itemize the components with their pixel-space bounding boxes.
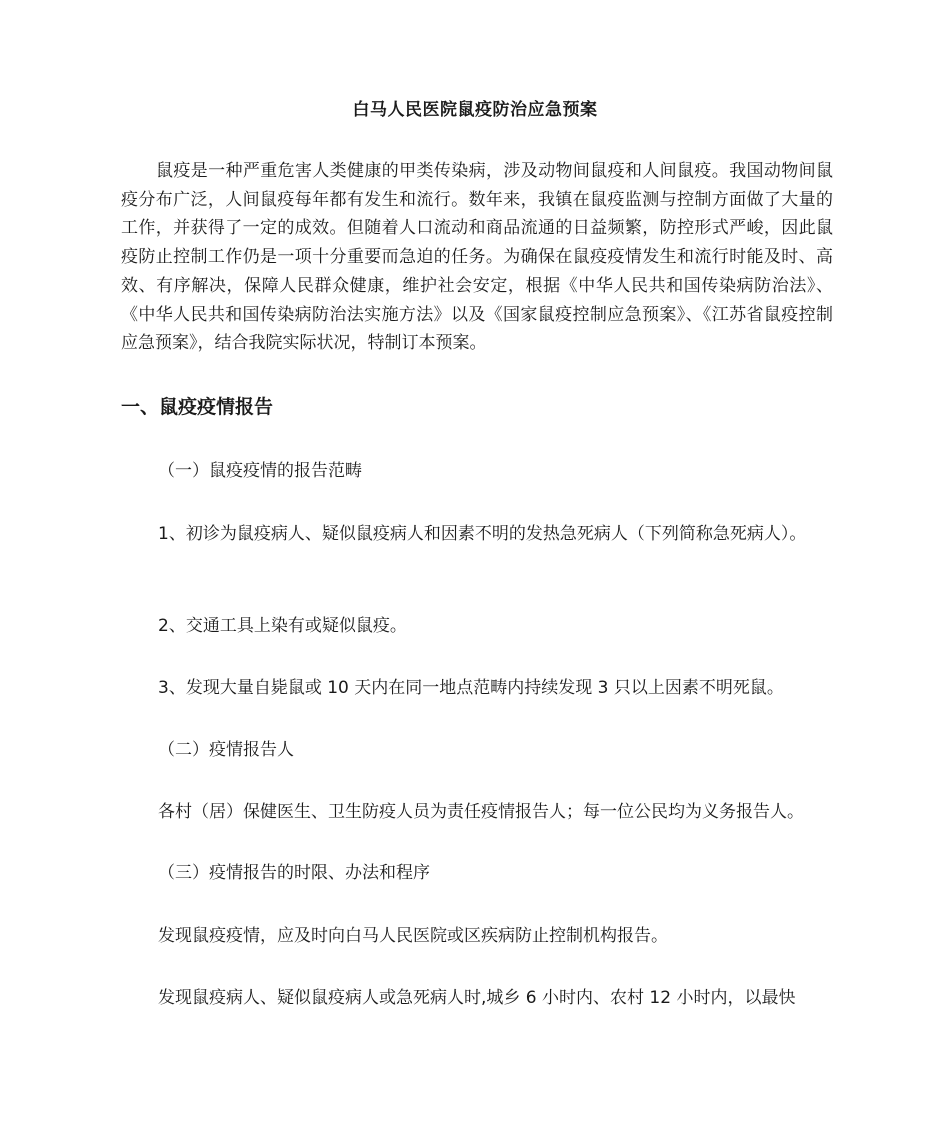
list-item-2: 2、交通工具上染有或疑似鼠疫。 bbox=[158, 616, 407, 636]
reporters-paragraph: 各村（居）保健医生、卫生防疫人员为责任疫情报告人；每一位公民均为义务报告人。 bbox=[158, 802, 804, 822]
subheading-report-scope: （一）鼠疫疫情的报告范畴 bbox=[158, 461, 362, 481]
section-heading-plague-report: 一、鼠疫疫情报告 bbox=[121, 396, 274, 418]
list-item-1: 1、初诊为鼠疫病人、疑似鼠疫病人和因素不明的发热急死病人（下列简称急死病人）。 bbox=[158, 524, 807, 544]
subheading-reporters: （二）疫情报告人 bbox=[158, 740, 294, 760]
list-item-3: 3、发现大量自毙鼠或 10 天内在同一地点范畴内持续发现 3 只以上因素不明死鼠。 bbox=[158, 678, 784, 698]
procedure-paragraph-1: 发现鼠疫疫情，应及时向白马人民医院或区疾病防止控制机构报告。 bbox=[158, 926, 668, 946]
document-title: 白马人民医院鼠疫防治应急预案 bbox=[352, 100, 598, 120]
procedure-paragraph-2: 发现鼠疫病人、疑似鼠疫病人或急死病人时,城乡 6 小时内、农村 12 小时内，以最快 bbox=[158, 988, 796, 1008]
subheading-report-procedure: （三）疫情报告的时限、办法和程序 bbox=[158, 863, 430, 883]
intro-paragraph: 鼠疫是一种严重危害人类健康的甲类传染病，涉及动物间鼠疫和人间鼠疫。我国动物间鼠疫分布广泛，人间鼠疫每年都有发生和流行。数年来，我镇在鼠疫监测与控制方面做了大量的工作，并获得了一定的成效。但随着人口流动和商品流通的日益频繁，防控形式严峻，因此鼠疫防止控制工作仍是一项十分重要而急迫的任务。为确保在鼠疫疫情发生和流行时能及时、高效、有序解决，保障人民群众健康，维护社会安定，根据《中华人民共和国传染病防治法》、《中华人民共和国传染病防治法实施方法》以及《国家鼠疫控制应急预案》、《江苏省鼠疫控制应急预案》，结合我院实际状况，特制订本预案。 bbox=[121, 161, 833, 354]
